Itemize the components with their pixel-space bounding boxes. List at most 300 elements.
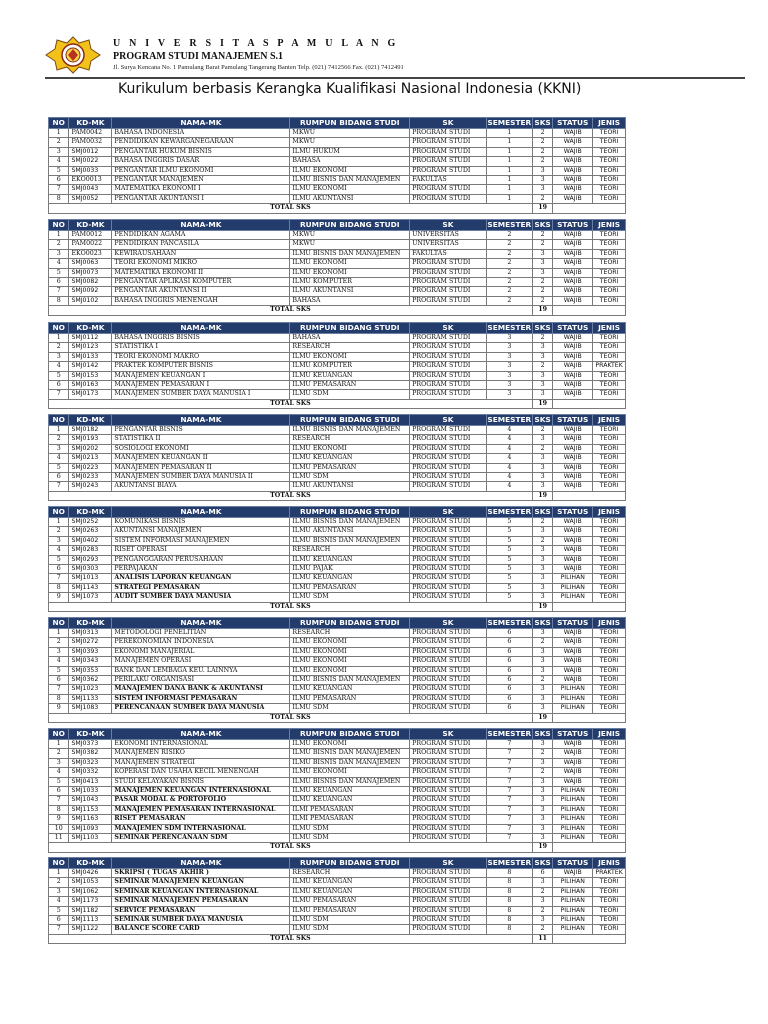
col-sks-cell: 3 xyxy=(532,381,552,390)
col-sks-cell: 2 xyxy=(532,887,552,896)
col-sk-header: SK xyxy=(410,618,487,629)
col-semester-cell: 6 xyxy=(486,676,532,685)
col-no-cell: 3 xyxy=(49,352,69,361)
col-sk-cell: PROGRAM STUDI xyxy=(410,287,487,296)
col-sk-cell: PROGRAM STUDI xyxy=(410,593,487,602)
col-status-cell: WAJIB xyxy=(553,381,593,390)
col-no-cell: 9 xyxy=(49,815,69,824)
col-jenis-cell: TEORI xyxy=(593,878,626,887)
col-kd-mk-cell: SMJ0382 xyxy=(69,749,112,758)
col-sks-cell: 3 xyxy=(532,593,552,602)
table-row xyxy=(49,694,626,703)
col-status-cell: WAJIB xyxy=(553,676,593,685)
col-sk-cell: FAKULTAS xyxy=(410,176,487,185)
col-sks-header: SKS xyxy=(532,415,552,426)
col-semester-cell: 1 xyxy=(486,194,532,203)
col-no-cell: 1 xyxy=(49,518,69,527)
col-rumpun-cell: ILMU KEUANGAN xyxy=(290,454,410,463)
col-status-cell: PILIHAN xyxy=(553,887,593,896)
table-row xyxy=(49,740,626,749)
table-row xyxy=(49,815,626,824)
col-sk-cell: PROGRAM STUDI xyxy=(410,887,487,896)
col-rumpun-cell: ILMU EKONOMI xyxy=(290,166,410,175)
col-no-cell: 6 xyxy=(49,787,69,796)
col-sk-cell: PROGRAM STUDI xyxy=(410,536,487,545)
table-row xyxy=(49,536,626,545)
table-row xyxy=(49,546,626,555)
col-sk-cell: PROGRAM STUDI xyxy=(410,638,487,647)
col-nama-mk-cell: PENGANTAR MANAJEMEN xyxy=(112,176,290,185)
col-semester-cell: 6 xyxy=(486,704,532,713)
col-nama-mk-cell: AUDIT SUMBER DAYA MANUSIA xyxy=(112,593,290,602)
col-sk-cell: PROGRAM STUDI xyxy=(410,343,487,352)
col-semester-cell: 7 xyxy=(486,749,532,758)
col-no-cell: 2 xyxy=(49,435,69,444)
col-rumpun-cell: RESEARCH xyxy=(290,869,410,878)
col-sks-cell: 2 xyxy=(532,240,552,249)
col-sks-cell: 3 xyxy=(532,185,552,194)
col-rumpun-cell: ILMI PEMASARAN xyxy=(290,815,410,824)
col-kd-mk-cell: SMJ0063 xyxy=(69,259,112,268)
col-status-header: STATUS xyxy=(553,507,593,518)
col-kd-mk-cell: PAM0022 xyxy=(69,240,112,249)
col-sk-header: SK xyxy=(410,323,487,334)
curriculum-table xyxy=(48,617,626,723)
col-rumpun-cell: ILMU AKUNTANSI xyxy=(290,194,410,203)
col-nama-mk-cell: BALANCE SCORE CARD xyxy=(112,925,290,934)
col-no-header: NO xyxy=(49,220,69,231)
col-sks-cell: 3 xyxy=(532,583,552,592)
col-rumpun-cell: MKWU xyxy=(290,240,410,249)
col-rumpun-cell: ILMU EKONOMI xyxy=(290,352,410,361)
col-kd-mk-cell: SMJ0102 xyxy=(69,296,112,305)
col-nama-mk-header: NAMA-MK xyxy=(112,729,290,740)
total-sks-value: 19 xyxy=(532,204,552,213)
col-no-cell: 1 xyxy=(49,426,69,435)
col-no-cell: 10 xyxy=(49,824,69,833)
total-sks-value: 11 xyxy=(532,934,552,943)
col-semester-cell: 2 xyxy=(486,231,532,240)
col-sks-header: SKS xyxy=(532,220,552,231)
col-rumpun-cell: ILMU BISNIS DAN MANAJEMEN xyxy=(290,676,410,685)
col-rumpun-cell: ILMU BISNIS DAN MANAJEMEN xyxy=(290,758,410,767)
col-jenis-cell: TEORI xyxy=(593,278,626,287)
col-status-cell: WAJIB xyxy=(553,647,593,656)
col-jenis-cell: TEORI xyxy=(593,796,626,805)
col-rumpun-cell: MKWU xyxy=(290,231,410,240)
col-nama-mk-cell: PERPAJAKAN xyxy=(112,565,290,574)
col-kd-mk-cell: EKO0013 xyxy=(69,176,112,185)
col-no-cell: 2 xyxy=(49,749,69,758)
table-header-row xyxy=(49,323,626,334)
col-semester-cell: 3 xyxy=(486,343,532,352)
col-status-cell: PILIHAN xyxy=(553,916,593,925)
col-sk-cell: PROGRAM STUDI xyxy=(410,268,487,277)
col-semester-cell: 1 xyxy=(486,166,532,175)
col-no-cell: 8 xyxy=(49,805,69,814)
col-kd-mk-cell: SMJ1122 xyxy=(69,925,112,934)
col-sk-cell: PROGRAM STUDI xyxy=(410,352,487,361)
col-no-cell: 3 xyxy=(49,444,69,453)
col-sk-header: SK xyxy=(410,220,487,231)
col-sk-cell: PROGRAM STUDI xyxy=(410,805,487,814)
col-sk-cell: PROGRAM STUDI xyxy=(410,796,487,805)
col-kd-mk-cell: SMJ0153 xyxy=(69,371,112,380)
table-row xyxy=(49,147,626,156)
col-rumpun-header: RUMPUN BIDANG STUDI xyxy=(290,415,410,426)
col-semester-cell: 6 xyxy=(486,647,532,656)
col-nama-mk-cell: TEORI EKONOMI MAKRO xyxy=(112,352,290,361)
col-rumpun-cell: ILMU PEMASARAN xyxy=(290,906,410,915)
col-semester-cell: 5 xyxy=(486,536,532,545)
col-jenis-cell: TEORI xyxy=(593,574,626,583)
col-sks-cell: 3 xyxy=(532,482,552,491)
table-row xyxy=(49,390,626,399)
col-semester-cell: 1 xyxy=(486,138,532,147)
col-rumpun-cell: BAHASA xyxy=(290,157,410,166)
col-sk-cell: PROGRAM STUDI xyxy=(410,129,487,138)
col-jenis-header: JENIS xyxy=(593,323,626,334)
col-jenis-cell: TEORI xyxy=(593,916,626,925)
col-kd-mk-cell: SMJ0182 xyxy=(69,426,112,435)
col-kd-mk-cell: SMJ0052 xyxy=(69,194,112,203)
col-kd-mk-cell: SMJ0012 xyxy=(69,147,112,156)
table-header-row xyxy=(49,118,626,129)
col-sk-cell: PROGRAM STUDI xyxy=(410,768,487,777)
col-jenis-cell: TEORI xyxy=(593,897,626,906)
table-row xyxy=(49,583,626,592)
col-sk-cell: PROGRAM STUDI xyxy=(410,694,487,703)
col-status-cell: WAJIB xyxy=(553,157,593,166)
col-rumpun-cell: BAHASA xyxy=(290,334,410,343)
col-status-cell: PILIHAN xyxy=(553,897,593,906)
col-nama-mk-cell: MANAJEMEN RISIKO xyxy=(112,749,290,758)
col-status-cell: WAJIB xyxy=(553,869,593,878)
semester-table-2 xyxy=(48,219,626,316)
col-no-cell: 4 xyxy=(49,454,69,463)
col-kd-mk-header: KD-MK xyxy=(69,618,112,629)
col-status-cell: WAJIB xyxy=(553,249,593,258)
col-rumpun-header: RUMPUN BIDANG STUDI xyxy=(290,323,410,334)
col-semester-cell: 4 xyxy=(486,482,532,491)
col-sks-cell: 3 xyxy=(532,824,552,833)
total-row xyxy=(49,399,626,408)
col-rumpun-cell: ILMU PAJAK xyxy=(290,565,410,574)
col-sks-cell: 2 xyxy=(532,638,552,647)
table-row xyxy=(49,657,626,666)
table-row xyxy=(49,296,626,305)
col-no-cell: 7 xyxy=(49,287,69,296)
col-status-cell: WAJIB xyxy=(553,194,593,203)
col-nama-mk-cell: PENGANTAR AKUNTANSI II xyxy=(112,287,290,296)
col-status-cell: WAJIB xyxy=(553,296,593,305)
col-jenis-cell: TEORI xyxy=(593,129,626,138)
col-sk-cell: PROGRAM STUDI xyxy=(410,869,487,878)
col-rumpun-cell: ILMU AKUNTANSI xyxy=(290,287,410,296)
col-status-cell: WAJIB xyxy=(553,435,593,444)
col-semester-header: SEMESTER xyxy=(487,618,532,627)
col-kd-mk-cell: SMJ0426 xyxy=(69,869,112,878)
col-jenis-cell: TEORI xyxy=(593,815,626,824)
col-semester-cell: 1 xyxy=(486,157,532,166)
col-sk-cell: PROGRAM STUDI xyxy=(410,259,487,268)
col-jenis-cell: TEORI xyxy=(593,185,626,194)
col-nama-mk-cell: PENDIDIKAN KEWARGANEGARAAN xyxy=(112,138,290,147)
total-row xyxy=(49,713,626,722)
col-semester-cell: 2 xyxy=(486,287,532,296)
col-semester-cell: 6 xyxy=(486,629,532,638)
col-kd-mk-cell: SMJ0362 xyxy=(69,676,112,685)
table-row xyxy=(49,638,626,647)
col-nama-mk-cell: MANAJEMEN SDM INTERNASIONAL xyxy=(112,824,290,833)
col-rumpun-cell: ILMU BISNIS DAN MANAJEMEN xyxy=(290,249,410,258)
col-status-cell: WAJIB xyxy=(553,352,593,361)
col-kd-mk-cell: SMJ1143 xyxy=(69,583,112,592)
col-status-cell: PILIHAN xyxy=(553,906,593,915)
col-jenis-cell: TEORI xyxy=(593,343,626,352)
total-row xyxy=(49,204,626,213)
col-kd-mk-cell: SMJ1062 xyxy=(69,887,112,896)
table-row xyxy=(49,435,626,444)
col-nama-mk-cell: ANALISIS LAPORAN KEUANGAN xyxy=(112,574,290,583)
col-jenis-cell: TEORI xyxy=(593,371,626,380)
col-sks-cell: 3 xyxy=(532,176,552,185)
col-semester-cell: 2 xyxy=(486,296,532,305)
col-rumpun-cell: BAHASA xyxy=(290,296,410,305)
col-sk-header: SK xyxy=(410,507,487,518)
col-no-cell: 1 xyxy=(49,869,69,878)
col-sk-cell: PROGRAM STUDI xyxy=(410,444,487,453)
col-jenis-cell: TEORI xyxy=(593,704,626,713)
col-semester-cell: 8 xyxy=(486,878,532,887)
col-jenis-cell: TEORI xyxy=(593,565,626,574)
col-nama-mk-cell: BANK DAN LEMBAGA KEU. LAINNYA xyxy=(112,666,290,675)
col-sks-cell: 3 xyxy=(532,878,552,887)
col-jenis-cell: TEORI xyxy=(593,463,626,472)
col-sks-cell: 2 xyxy=(532,296,552,305)
col-no-header: NO xyxy=(49,729,69,740)
col-status-cell: PILIHAN xyxy=(553,574,593,583)
col-no-cell: 7 xyxy=(49,685,69,694)
col-status-cell: WAJIB xyxy=(553,638,593,647)
col-rumpun-cell: ILMU BISNIS DAN MANAJEMEN xyxy=(290,176,410,185)
col-sk-cell: PROGRAM STUDI xyxy=(410,381,487,390)
total-row-blank xyxy=(553,843,626,852)
col-jenis-cell: TEORI xyxy=(593,805,626,814)
col-rumpun-cell: ILMU KEUANGAN xyxy=(290,878,410,887)
table-row xyxy=(49,878,626,887)
col-kd-mk-cell: SMJ0303 xyxy=(69,565,112,574)
col-sks-cell: 2 xyxy=(532,426,552,435)
col-semester-cell: 1 xyxy=(486,129,532,138)
col-sk-cell: PROGRAM STUDI xyxy=(410,749,487,758)
col-jenis-cell: TEORI xyxy=(593,647,626,656)
col-semester-cell: 7 xyxy=(486,768,532,777)
col-semester-cell: 5 xyxy=(486,565,532,574)
col-kd-mk-cell: SMJ1113 xyxy=(69,916,112,925)
col-sks-header: SKS xyxy=(532,729,552,740)
col-nama-mk-cell: PERILAKU ORGANISASI xyxy=(112,676,290,685)
col-nama-mk-cell: KOPERASI DAN USAHA KECIL MENENGAH xyxy=(112,768,290,777)
curriculum-table xyxy=(48,857,626,944)
col-semester-cell: 7 xyxy=(486,796,532,805)
total-sks-label: TOTAL SKS xyxy=(49,602,533,611)
col-sks-cell: 3 xyxy=(532,834,552,843)
col-sks-cell: 3 xyxy=(532,555,552,564)
col-sks-cell: 2 xyxy=(532,194,552,203)
col-semester-cell: 8 xyxy=(486,897,532,906)
col-jenis-cell: TEORI xyxy=(593,147,626,156)
table-row xyxy=(49,555,626,564)
col-sk-cell: PROGRAM STUDI xyxy=(410,777,487,786)
col-sks-cell: 3 xyxy=(532,897,552,906)
col-jenis-cell: TEORI xyxy=(593,334,626,343)
col-kd-mk-cell: SMJ1023 xyxy=(69,685,112,694)
col-semester-cell: 2 xyxy=(486,249,532,258)
col-sks-cell: 3 xyxy=(532,685,552,694)
table-row xyxy=(49,334,626,343)
col-kd-mk-cell: SMJ0193 xyxy=(69,435,112,444)
col-nama-mk-cell: BAHASA INDONESIA xyxy=(112,129,290,138)
col-nama-mk-cell: MANAJEMEN PEMASARAN INTERNASIONAL xyxy=(112,805,290,814)
col-sk-cell: PROGRAM STUDI xyxy=(410,740,487,749)
col-rumpun-cell: ILMU SDM xyxy=(290,473,410,482)
col-kd-mk-cell: SMJ0223 xyxy=(69,463,112,472)
col-sks-cell: 2 xyxy=(532,157,552,166)
col-kd-mk-cell: SMJ0043 xyxy=(69,185,112,194)
col-jenis-cell: TEORI xyxy=(593,381,626,390)
col-sks-cell: 2 xyxy=(532,334,552,343)
table-header-row xyxy=(49,220,626,231)
col-rumpun-cell: MKWU xyxy=(290,129,410,138)
table-row xyxy=(49,527,626,536)
col-nama-mk-cell: RISET OPERASI xyxy=(112,546,290,555)
col-rumpun-cell: ILMU PEMASARAN xyxy=(290,897,410,906)
col-rumpun-cell: ILMU KEUANGAN xyxy=(290,887,410,896)
col-kd-mk-cell: SMJ1173 xyxy=(69,897,112,906)
col-no-cell: 1 xyxy=(49,740,69,749)
col-sk-cell: PROGRAM STUDI xyxy=(410,565,487,574)
col-sks-cell: 2 xyxy=(532,362,552,371)
col-sk-cell: FAKULTAS xyxy=(410,249,487,258)
col-no-cell: 8 xyxy=(49,694,69,703)
col-no-cell: 7 xyxy=(49,185,69,194)
col-status-cell: WAJIB xyxy=(553,185,593,194)
table-header-row xyxy=(49,415,626,426)
col-jenis-cell: TEORI xyxy=(593,685,626,694)
col-status-cell: WAJIB xyxy=(553,334,593,343)
col-kd-mk-cell: SMJ0173 xyxy=(69,390,112,399)
col-status-cell: WAJIB xyxy=(553,463,593,472)
col-status-cell: PILIHAN xyxy=(553,834,593,843)
col-rumpun-cell: ILMU EKONOMI xyxy=(290,259,410,268)
header-divider xyxy=(45,77,745,79)
table-row xyxy=(49,805,626,814)
col-sk-cell: PROGRAM STUDI xyxy=(410,278,487,287)
col-no-cell: 5 xyxy=(49,906,69,915)
col-kd-mk-cell: SMJ1013 xyxy=(69,574,112,583)
col-sk-cell: PROGRAM STUDI xyxy=(410,138,487,147)
col-kd-mk-cell: SMJ1133 xyxy=(69,694,112,703)
col-status-header: STATUS xyxy=(553,220,593,231)
col-sk-cell: PROGRAM STUDI xyxy=(410,518,487,527)
col-jenis-header: JENIS xyxy=(593,729,626,740)
col-kd-mk-cell: SMJ0313 xyxy=(69,629,112,638)
table-row xyxy=(49,666,626,675)
col-sk-cell: PROGRAM STUDI xyxy=(410,787,487,796)
curriculum-table xyxy=(48,414,626,501)
col-sks-cell: 3 xyxy=(532,259,552,268)
col-semester-cell: 4 xyxy=(486,463,532,472)
col-sk-cell: PROGRAM STUDI xyxy=(410,897,487,906)
col-semester-cell: 3 xyxy=(486,352,532,361)
col-sk-cell: PROGRAM STUDI xyxy=(410,583,487,592)
col-no-cell: 6 xyxy=(49,676,69,685)
col-kd-mk-cell: SMJ0353 xyxy=(69,666,112,675)
col-nama-mk-header: NAMA-MK xyxy=(112,858,290,869)
col-no-cell: 2 xyxy=(49,527,69,536)
university-logo xyxy=(45,36,101,74)
col-no-cell: 7 xyxy=(49,796,69,805)
col-sks-header: SKS xyxy=(532,858,552,869)
col-semester-cell: 6 xyxy=(486,666,532,675)
col-sk-cell: PROGRAM STUDI xyxy=(410,157,487,166)
table-row xyxy=(49,138,626,147)
table-row xyxy=(49,768,626,777)
col-no-cell: 2 xyxy=(49,878,69,887)
col-nama-mk-cell: PASAR MODAL & PORTOFOLIO xyxy=(112,796,290,805)
col-nama-mk-header: NAMA-MK xyxy=(112,507,290,518)
col-sks-cell: 3 xyxy=(532,758,552,767)
col-nama-mk-header: NAMA-MK xyxy=(112,118,290,129)
total-sks-value: 19 xyxy=(532,843,552,852)
col-nama-mk-header: NAMA-MK xyxy=(112,415,290,426)
col-semester-cell: 7 xyxy=(486,787,532,796)
col-sks-cell: 3 xyxy=(532,527,552,536)
col-no-cell: 5 xyxy=(49,371,69,380)
col-jenis-cell: TEORI xyxy=(593,768,626,777)
table-row xyxy=(49,166,626,175)
col-sks-cell: 6 xyxy=(532,869,552,878)
col-status-cell: WAJIB xyxy=(553,147,593,156)
col-semester-cell: 4 xyxy=(486,473,532,482)
col-kd-mk-cell: SMJ1083 xyxy=(69,704,112,713)
university-name: U N I V E R S I T A S P A M U L A N G xyxy=(113,38,399,49)
table-row xyxy=(49,796,626,805)
col-nama-mk-cell: PENGANTAR AKUNTANSI I xyxy=(112,194,290,203)
col-rumpun-cell: ILMU EKONOMI xyxy=(290,185,410,194)
col-rumpun-cell: ILMU SDM xyxy=(290,390,410,399)
col-jenis-cell: TEORI xyxy=(593,925,626,934)
col-no-cell: 4 xyxy=(49,768,69,777)
col-sks-cell: 2 xyxy=(532,768,552,777)
col-jenis-cell: TEORI xyxy=(593,249,626,258)
col-sk-cell: PROGRAM STUDI xyxy=(410,824,487,833)
col-kd-mk-cell: SMJ0332 xyxy=(69,768,112,777)
col-status-cell: PILIHAN xyxy=(553,704,593,713)
col-sks-cell: 2 xyxy=(532,676,552,685)
col-nama-mk-cell: SEMINAR KEUANGAN INTERNASIONAL xyxy=(112,887,290,896)
col-nama-mk-cell: SEMINAR MANAJEMEN KEUANGAN xyxy=(112,878,290,887)
col-jenis-cell: TEORI xyxy=(593,444,626,453)
table-row xyxy=(49,381,626,390)
col-sk-cell: UNIVERSITAS xyxy=(410,231,487,240)
table-row xyxy=(49,887,626,896)
col-sks-cell: 2 xyxy=(532,925,552,934)
col-jenis-cell: TEORI xyxy=(593,834,626,843)
col-sks-cell: 3 xyxy=(532,454,552,463)
col-kd-mk-cell: SMJ1093 xyxy=(69,824,112,833)
